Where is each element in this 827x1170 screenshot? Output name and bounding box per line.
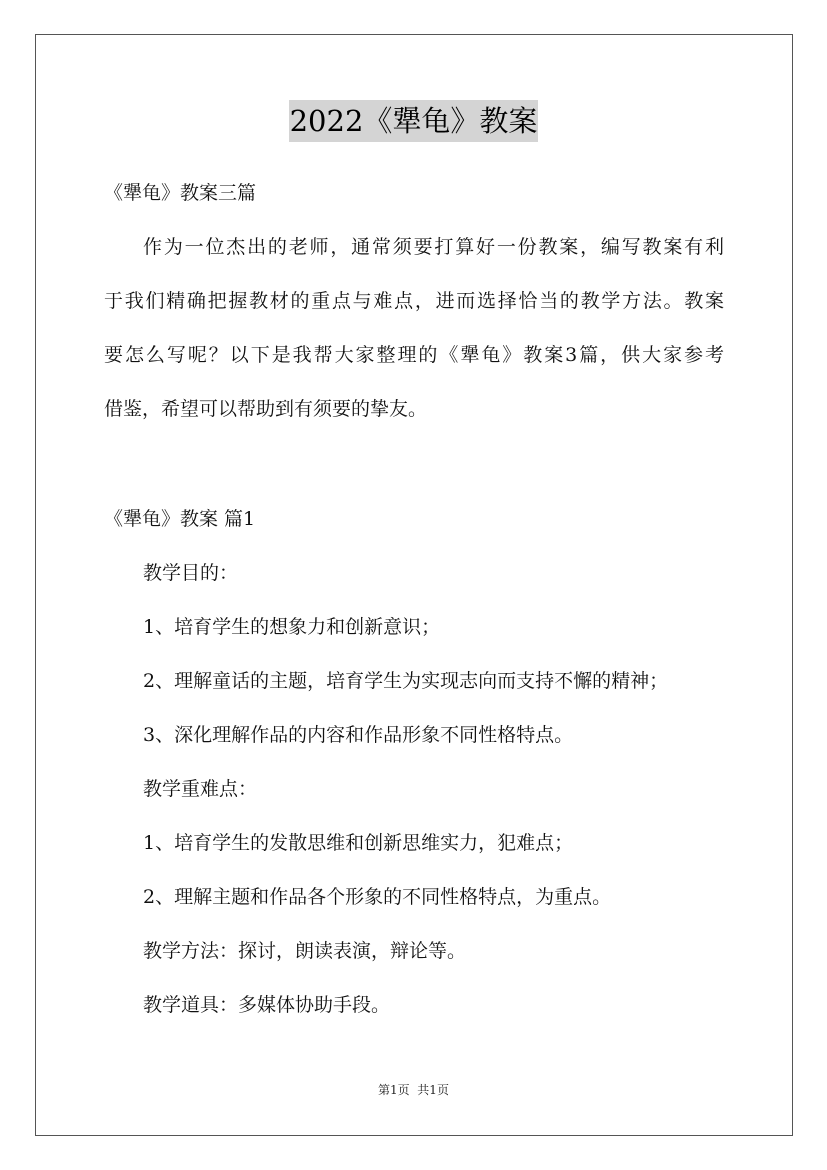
- document-subtitle: 《犟龟》教案三篇: [104, 182, 257, 204]
- key-point-item-1: 1、培育学生的发散思维和创新思维实力，犯难点；: [143, 832, 574, 854]
- page-footer: [0, 1082, 827, 1098]
- teaching-methods: 教学方法：探讨，朗读表演，辩论等。: [143, 940, 467, 962]
- key-point-item-2: 2、理解主题和作品各个形象的不同性格特点，为重点。: [143, 886, 612, 908]
- intro-line-1: 作为一位杰出的老师，通常须要打算好一份教案，编写教案有利: [143, 236, 724, 258]
- objective-item-1: 1、培育学生的想象力和创新意识；: [143, 616, 441, 638]
- page-number: 第1页 共1页: [378, 1083, 449, 1097]
- intro-line-3: 要怎么写呢？以下是我帮大家整理的《犟龟》教案3篇，供大家参考: [104, 344, 724, 366]
- objective-item-3: 3、深化理解作品的内容和作品形象不同性格特点。: [143, 724, 574, 746]
- section-heading: 《犟龟》教案 篇1: [104, 508, 256, 530]
- document-title: 2022《犟龟》教案: [289, 100, 539, 142]
- objective-item-2: 2、理解童话的主题，培育学生为实现志向而支持不懈的精神；: [143, 670, 669, 692]
- teaching-tools: 教学道具：多媒体协助手段。: [143, 994, 391, 1016]
- intro-line-2: 于我们精确把握教材的重点与难点，进而选择恰当的教学方法。教案: [104, 290, 724, 312]
- intro-line-4: 借鉴，希望可以帮助到有须要的挚友。: [104, 398, 428, 420]
- objectives-heading: 教学目的：: [143, 562, 239, 584]
- key-points-heading: 教学重难点：: [143, 778, 258, 800]
- title-container: [0, 100, 827, 142]
